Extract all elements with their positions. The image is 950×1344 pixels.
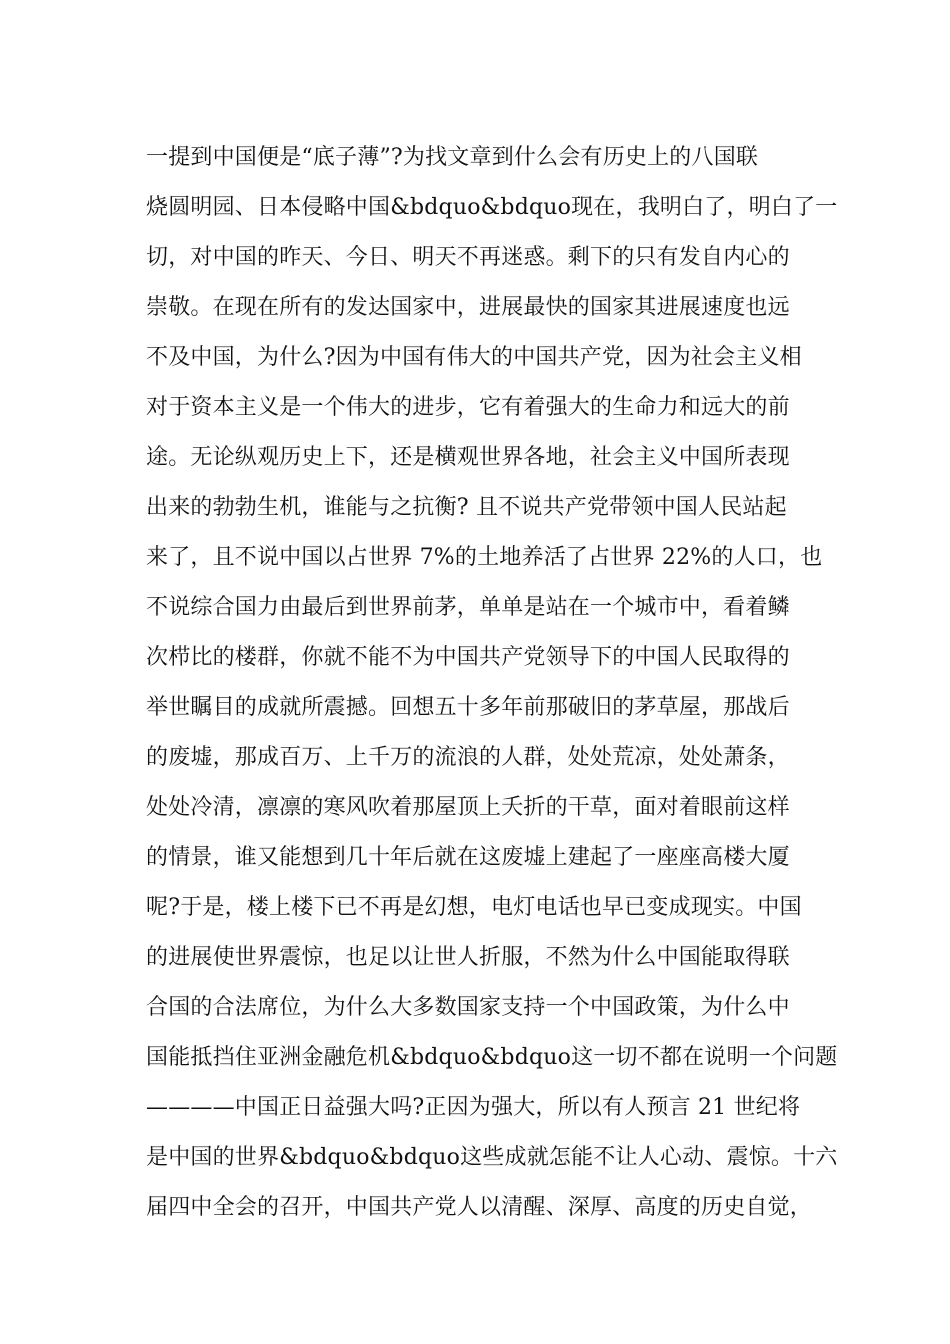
text-line: 次栉比的楼群，你就不能不为中国共产党领导下的中国人民取得的 bbox=[146, 645, 790, 670]
text-line: 是中国的世界&bdquo&bdquo这些成就怎能不让人心动、震惊。十六 bbox=[146, 1145, 838, 1170]
text-line: 合国的合法席位，为什么大多数国家支持一个中国政策，为什么中 bbox=[146, 995, 790, 1020]
text-line: 不说综合国力由最后到世界前茅，单单是站在一个城市中，看着鳞 bbox=[146, 595, 790, 620]
text-line: 切，对中国的昨天、今日、明天不再迷惑。剩下的只有发自内心的 bbox=[146, 245, 790, 270]
article-body bbox=[146, 133, 838, 1233]
text-line: 届四中全会的召开，中国共产党人以清醒、深厚、高度的历史自觉， bbox=[146, 1195, 813, 1220]
text-line: 崇敬。在现在所有的发达国家中，进展最快的国家其进展速度也远 bbox=[146, 295, 790, 320]
text-line: 出来的勃勃生机，谁能与之抗衡? 且不说共产党带领中国人民站起 bbox=[146, 495, 787, 520]
text-line: 的废墟，那成百万、上千万的流浪的人群，处处荒凉，处处萧条， bbox=[146, 745, 790, 770]
text-line: ————中国正日益强大吗?正因为强大，所以有人预言 21 世纪将 bbox=[146, 1095, 801, 1120]
text-line: 不及中国，为什么?因为中国有伟大的中国共产党，因为社会主义相 bbox=[146, 345, 802, 370]
text-line: 的情景，谁又能想到几十年后就在这废墟上建起了一座座高楼大厦 bbox=[146, 845, 790, 870]
text-line: 对于资本主义是一个伟大的进步，它有着强大的生命力和远大的前 bbox=[146, 395, 790, 420]
text-line: 途。无论纵观历史上下，还是横观世界各地，社会主义中国所表现 bbox=[146, 445, 790, 470]
text-line: 国能抵挡住亚洲金融危机&bdquo&bdquo这一切不都在说明一个问题 bbox=[146, 1045, 838, 1070]
text-line: 举世瞩目的成就所震撼。回想五十多年前那破旧的茅草屋，那战后 bbox=[146, 695, 790, 720]
text-line: 呢?于是，楼上楼下已不再是幻想，电灯电话也早已变成现实。中国 bbox=[146, 895, 802, 920]
text-line: 处处冷清，凛凛的寒风吹着那屋顶上夭折的干草，面对着眼前这样 bbox=[146, 795, 790, 820]
text-line: 烧圆明园、日本侵略中国&bdquo&bdquo现在，我明白了，明白了一 bbox=[146, 195, 838, 220]
text-line: 来了，且不说中国以占世界 7%的土地养活了占世界 22%的人口，也 bbox=[146, 545, 823, 570]
text-line: 的进展使世界震惊，也足以让世人折服，不然为什么中国能取得联 bbox=[146, 945, 790, 970]
text-line: 一提到中国便是“底子薄”?为找文章到什么会有历史上的八国联 bbox=[146, 145, 759, 170]
